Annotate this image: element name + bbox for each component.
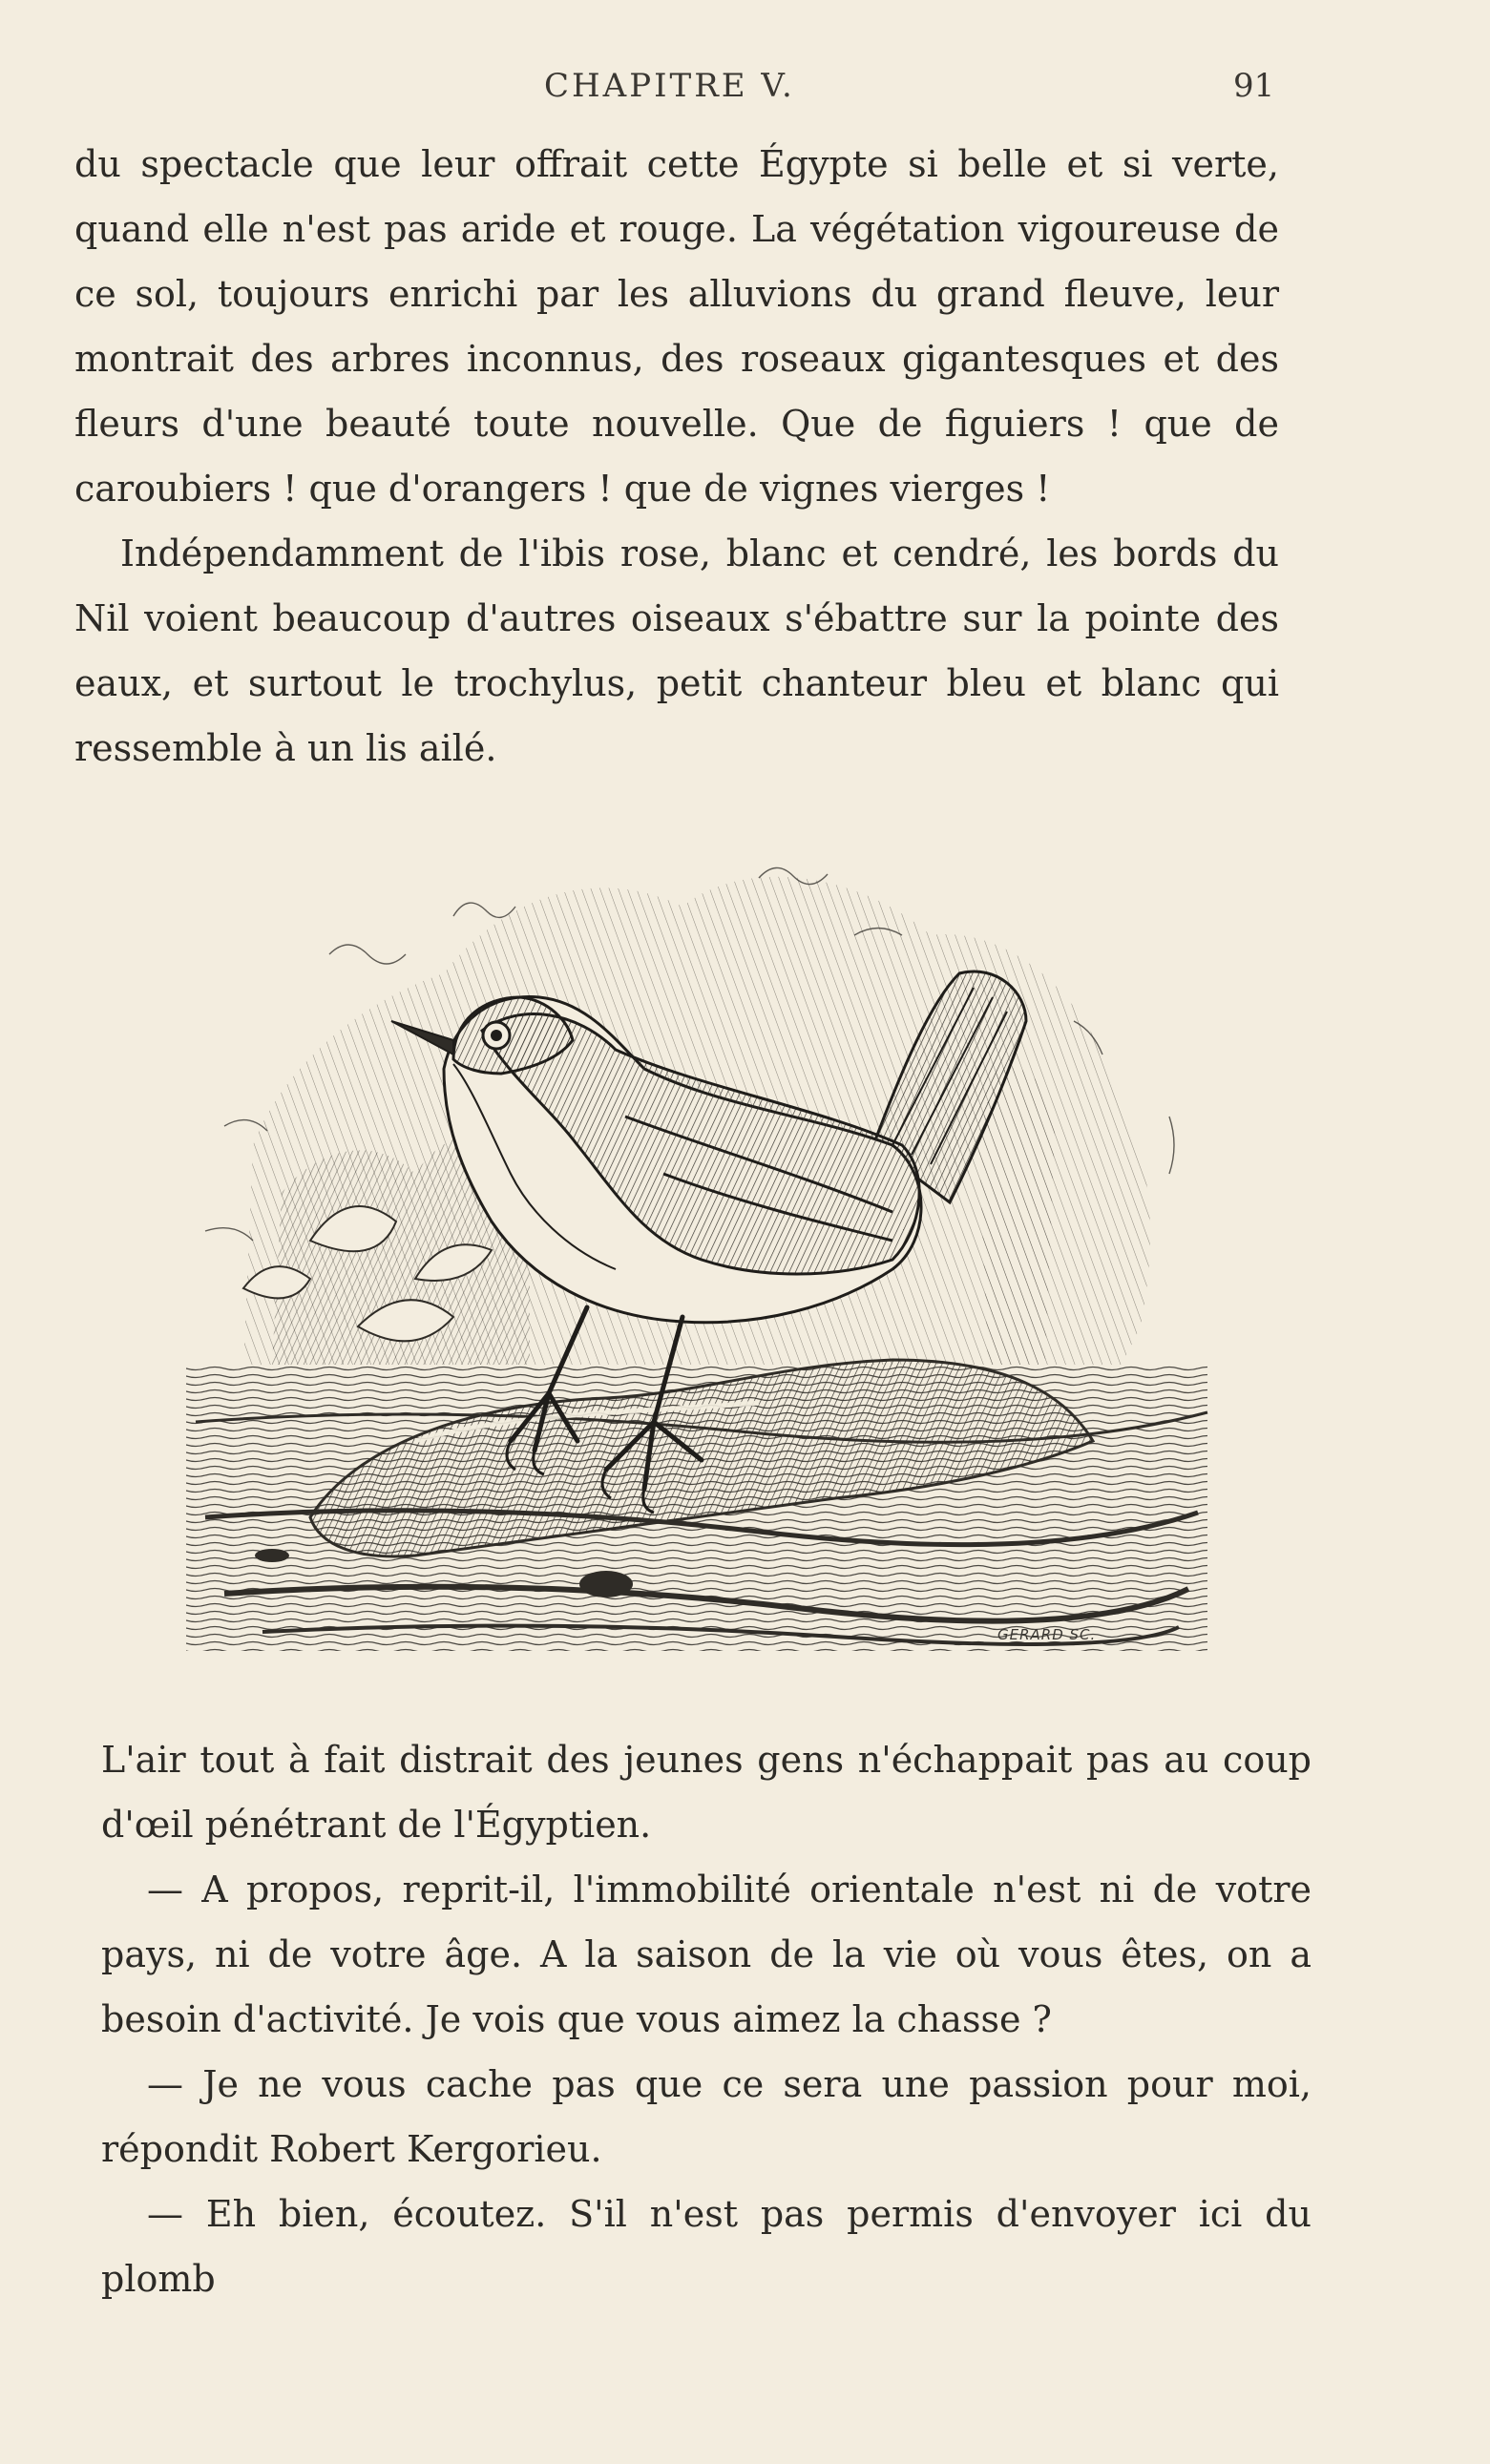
paragraph-eh-bien: — Eh bien, écoutez. S'il n'est pas permis d'envoyer ici du plomb — [101, 2193, 1312, 2300]
paragraph-ibis: Indépendamment de l'ibis rose, blanc et cendré, les bords du Nil voient beaucoup d'autres oiseaux s'ébattre sur la pointe des eaux, et surtout le trochylus, petit chanteur bleu et blanc qui ressemble à un lis ailé. — [74, 532, 1279, 769]
engraver-signature: GERARD SC. — [997, 1626, 1097, 1643]
bottom-text-block — [101, 1727, 1312, 2311]
running-head — [0, 67, 1490, 124]
paragraph-continued: du spectacle que leur offrait cette Égypte si belle et si verte, quand elle n'est pas aride et rouge. La végétation vigoureuse de ce sol, toujours enrichi par les alluvions du grand fleuve, leur montrait des arbres inconnus, des roseaux gigantesques et des fleurs d'une beauté toute nouvelle. Que de figuiers ! que de caroubiers ! que d'orangers ! que de vignes vierges ! — [74, 143, 1279, 510]
page-number: 91 — [1233, 67, 1275, 105]
bird-engraving — [167, 830, 1231, 1670]
paragraph-distracted: L'air tout à fait distrait des jeunes gens n'échappait pas au coup d'œil pénétrant de l'Égyptien. — [101, 1739, 1312, 1846]
paragraph-a-propos: — A propos, reprit-il, l'immobilité orientale n'est ni de votre pays, ni de votre âge. A la saison de la vie où vous êtes, on a besoin d'activité. Je vois que vous aimez la chasse ? — [101, 1869, 1312, 2040]
chapter-title: CHAPITRE V. — [544, 67, 795, 105]
top-text-block — [74, 132, 1279, 781]
engraving-svg — [167, 830, 1231, 1670]
paragraph-reply: — Je ne vous cache pas que ce sera une passion pour moi, répondit Robert Kergorieu. — [101, 2063, 1312, 2170]
